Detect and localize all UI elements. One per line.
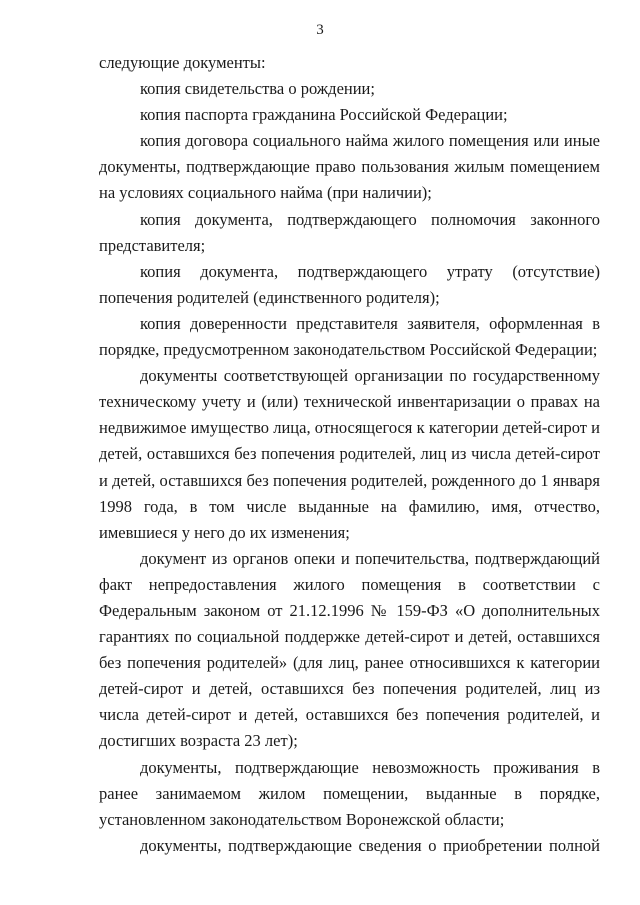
paragraph-technical-inventory: документы соответствующей организации по государственному техническому учету и (или) технической инвентаризации о правах на недвижимое имущество лица, относящегося к категории детей-сирот и детей, оставшихся без попечения родителей, лиц из числа детей-сирот и детей, оставшихся без попечения родителей, рожденного до 1 января 1998 года, в том числе выданные на фамилию, имя, отчество, имевшиеся у него до их изменения; — [99, 366, 600, 542]
paragraph-power-of-attorney: копия доверенности представителя заявителя, оформленная в порядке, предусмотренном законодательством Российской Федерации; — [99, 313, 600, 360]
paragraph-impossibility-of-residence: документы, подтверждающие невозможность проживания в ранее занимаемом жилом помещении, выданные в порядке, установленном законодательством Воронежской области; — [99, 757, 600, 829]
paragraph-social-lease: копия договора социального найма жилого помещения или иные документы, подтверждающие право пользования жилым помещением на условиях социального найма (при наличии); — [99, 131, 600, 203]
paragraph-legal-representative: копия документа, подтверждающего полномочия законного представителя; — [99, 209, 600, 255]
paragraph-intro: следующие документы: — [99, 53, 266, 72]
page-number: 3 — [316, 22, 324, 38]
paragraph-birth-certificate: копия свидетельства о рождении; — [140, 79, 375, 99]
document-body — [99, 50, 600, 859]
paragraph-parental-care: копия документа, подтверждающего утрату (отсутствие) попечения родителей (единственного родителя); — [99, 261, 600, 307]
paragraph-guardianship-authority: документ из органов опеки и попечительства, подтверждающий факт непредоставления жилого помещения в соответствии с Федеральным законом от 21.12.1996 № 159-ФЗ «О дополнительных гарантиях по социальной поддержке детей-сирот и детей, оставшихся без попечения родителей» (для лиц, ранее относившихся к категории детей-сирот и детей, оставшихся без попечения родителей, лиц из числа детей-сирот и детей, оставшихся без попечения родителей, и достигших возраста 23 лет); — [99, 548, 600, 751]
paragraph-passport: копия паспорта гражданина Российской Федерации; — [140, 105, 508, 125]
paragraph-acquisition-info: документы, подтверждающие сведения о приобретении полной — [140, 835, 600, 855]
